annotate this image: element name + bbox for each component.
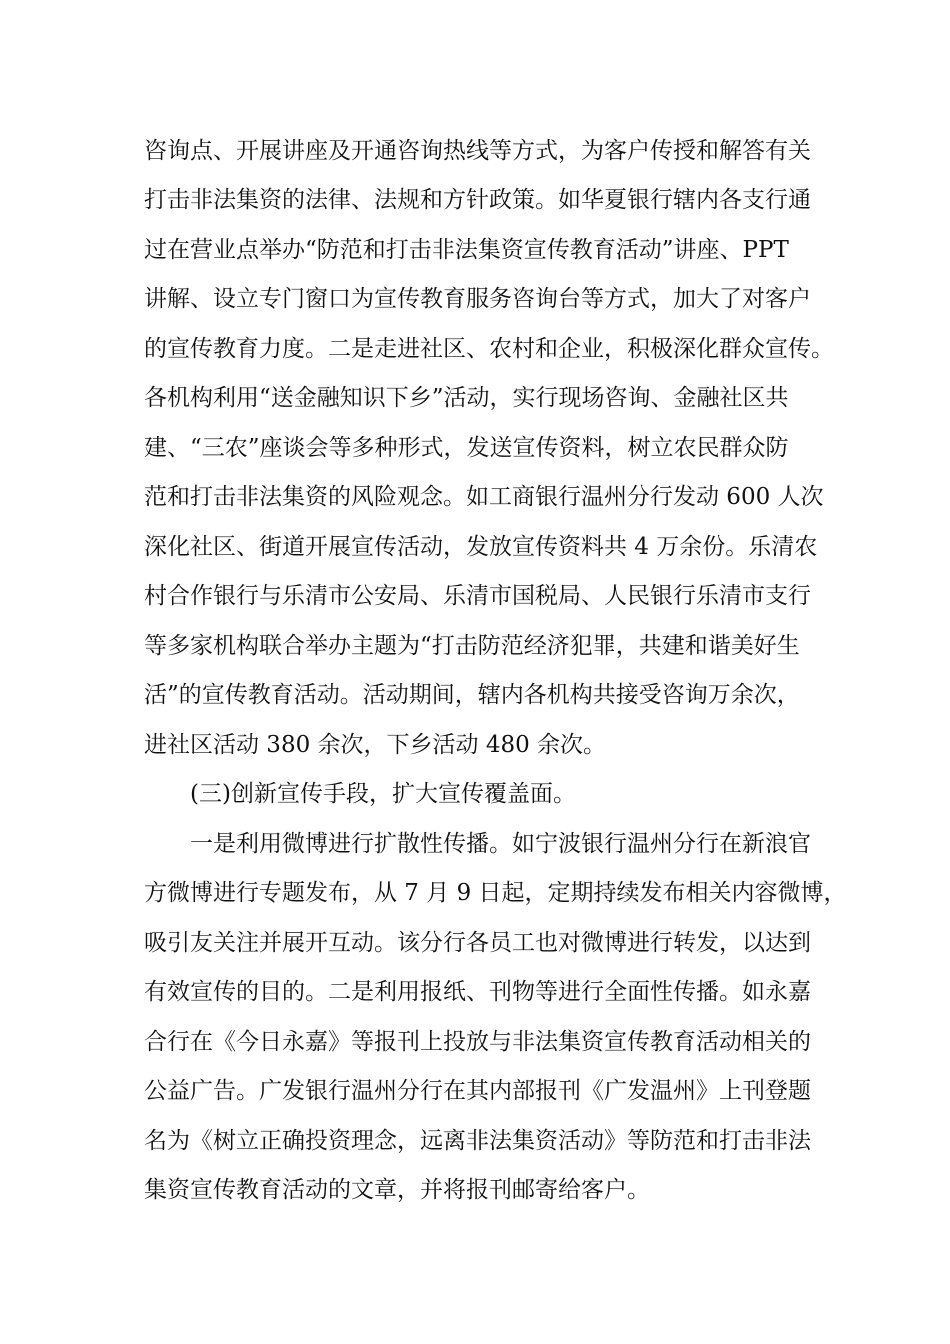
body-text-line: 咨询点、开展讲座及开通咨询热线等方式，为客户传授和解答有关 xyxy=(144,138,811,164)
body-text-line: 合行在《今日永嘉》等报刊上投放与非法集资宣传教育活动相关的 xyxy=(144,1029,811,1055)
body-text-line: 的宣传教育力度。二是走进社区、农村和企业，积极深化群众宣传。 xyxy=(144,336,834,362)
body-text-line: 范和打击非法集资的风险观念。如工商银行温州分行发动 600 人次 xyxy=(144,484,824,510)
body-text-line: 村合作银行与乐清市公安局、乐清市国税局、人民银行乐清市支行 xyxy=(144,583,811,609)
body-text-line: 建、“三农”座谈会等多种形式，发送宣传资料，树立农民群众防 xyxy=(144,435,789,461)
body-text-line: 吸引友关注并展开互动。该分行各员工也对微博进行转发，以达到 xyxy=(144,930,811,956)
body-text-line: 等多家机构联合举办主题为“打击防范经济犯罪，共建和谐美好生 xyxy=(144,633,800,659)
body-text-line: 打击非法集资的法律、法规和方针政策。如华夏银行辖内各支行通 xyxy=(144,187,811,213)
body-text-line: 公益广告。广发银行温州分行在其内部报刊《广发温州》上刊登题 xyxy=(144,1078,811,1104)
body-text-line: 进社区活动 380 余次，下乡活动 480 余次。 xyxy=(144,732,607,758)
section-heading: (三)创新宣传手段，扩大宣传覆盖面。 xyxy=(190,781,576,807)
body-text-line: 有效宣传的目的。二是利用报纸、刊物等进行全面性传播。如永嘉 xyxy=(144,979,811,1005)
body-text-line: 讲解、设立专门窗口为宣传教育服务咨询台等方式，加大了对客户 xyxy=(144,286,811,312)
body-text-line: 方微博进行专题发布，从 7 月 9 日起，定期持续发布相关内容微博， xyxy=(144,880,847,906)
body-text-line: 名为《树立正确投资理念，远离非法集资活动》等防范和打击非法 xyxy=(144,1128,811,1154)
body-text-line: 深化社区、街道开展宣传活动，发放宣传资料共 4 万余份。乐清农 xyxy=(144,534,818,560)
body-text-line: 过在营业点举办“防范和打击非法集资宣传教育活动”讲座、PPT xyxy=(144,237,789,263)
body-text-line: 各机构利用“送金融知识下乡”活动，实行现场咨询、金融社区共 xyxy=(144,385,789,411)
body-text-line: 集资宣传教育活动的文章，并将报刊邮寄给客户。 xyxy=(144,1177,650,1203)
body-text-line: 一是利用微博进行扩散性传播。如宁波银行温州分行在新浪官 xyxy=(190,831,811,857)
body-text-line: 活”的宣传教育活动。活动期间，辖内各机构共接受咨询万余次， xyxy=(144,682,800,708)
